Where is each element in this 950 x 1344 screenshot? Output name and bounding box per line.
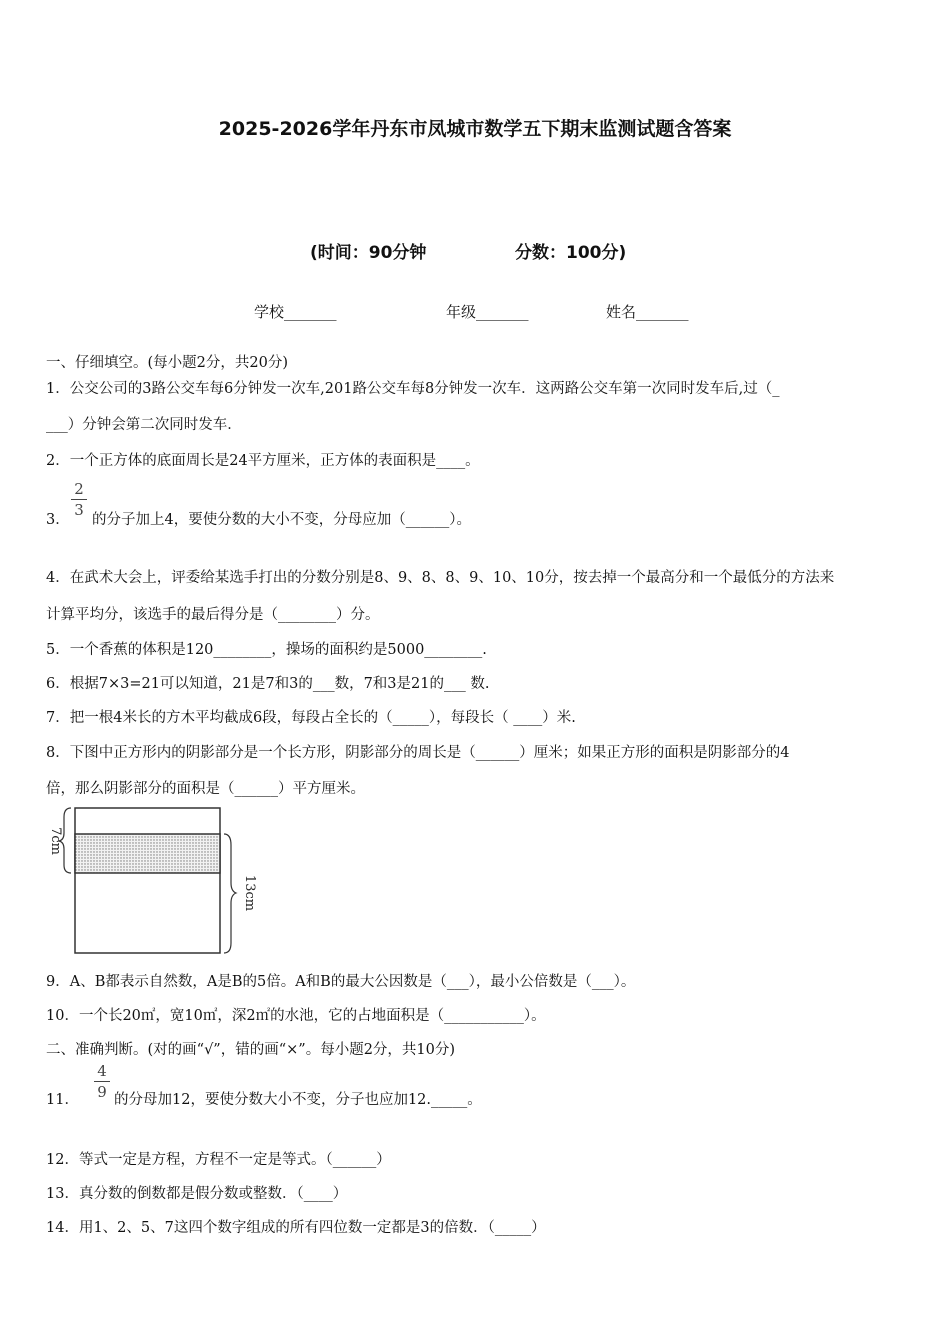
square-figure — [42, 803, 257, 958]
question-14: 14．用1、2、5、7这四个数字组成的所有四位数一定都是3的倍数．（_____） — [46, 1220, 546, 1236]
time-label: (时间：90分钟 — [310, 243, 427, 263]
question-3-number: 3． — [46, 512, 70, 528]
question-3-text: 的分子加上4，要使分数的大小不变，分母应加（______）。 — [92, 512, 471, 528]
school-field: 学校_______ — [254, 303, 337, 321]
question-11-fraction — [94, 1062, 110, 1101]
question-7: 7．把一根4米长的方木平均截成6段，每段占全长的（_____），每段长（ ____）米. — [46, 710, 576, 726]
fraction-denominator: 9 — [97, 1083, 107, 1101]
fraction-denominator: 3 — [74, 501, 84, 519]
outer-square — [75, 808, 220, 953]
fraction-numerator: 4 — [97, 1062, 107, 1080]
question-4-line-2: 计算平均分，该选手的最后得分是（________）分。 — [46, 607, 380, 623]
question-11-text: 的分母加12，要使分数大小不变，分子也应加12._____。 — [114, 1092, 482, 1108]
fraction-numerator: 2 — [74, 480, 84, 498]
question-9: 9．A、B都表示自然数，A是B的5倍。A和B的最大公因数是（___），最小公倍数是（___）。 — [46, 974, 636, 990]
question-2: 2．一个正方体的底面周长是24平方厘米，正方体的表面积是____。 — [46, 453, 480, 469]
section1-heading: 一、仔细填空。(每小题2分，共20分) — [46, 355, 288, 371]
section2-heading: 二、准确判断。(对的画“√”，错的画“×”。每小题2分，共10分) — [46, 1042, 456, 1058]
question-6: 6．根据7×3=21可以知道，21是7和3的___数，7和3是21的___ 数. — [46, 676, 490, 692]
question-11-number: 11． — [46, 1092, 79, 1108]
question-1-line-2: ___）分钟会第二次同时发车． — [46, 417, 242, 433]
question-8-line-1: 8．下图中正方形内的阴影部分是一个长方形，阴影部分的周长是（______）厘米；如果正方形的面积是阴影部分的4 — [46, 745, 790, 761]
question-10: 10．一个长20㎡，宽10㎡，深2㎡的水池，它的占地面积是（___________）。 — [46, 1008, 546, 1024]
question-8-line-2: 倍，那么阴影部分的面积是（______）平方厘米。 — [46, 781, 365, 797]
page-title: 2025-2026学年丹东市凤城市数学五下期末监测试题含答案 — [218, 118, 732, 140]
label-13cm: 13cm — [242, 874, 257, 912]
question-4-line-1: 4．在武术大会上，评委给某选手打出的分数分别是8、9、8、8、9、10、10分，按去掉一个最高分和一个最低分的方法来 — [46, 570, 835, 586]
name-field: 姓名_______ — [606, 303, 689, 321]
score-label: 分数：100分) — [515, 243, 627, 263]
question-13: 13．真分数的倒数都是假分数或整数．（____） — [46, 1186, 348, 1202]
grade-field: 年级_______ — [446, 303, 529, 321]
question-1-line-1: 1．公交公司的3路公交车每6分钟发一次车,201路公交车每8分钟发一次车．这两路公交车第一次同时发车后,过（_ — [46, 381, 780, 397]
label-7cm: 7cm — [48, 827, 63, 855]
question-3-fraction — [71, 480, 87, 519]
question-5: 5．一个香蕉的体积是120________，操场的面积约是5000________. — [46, 642, 487, 658]
shaded-rectangle — [75, 834, 220, 873]
question-12: 12．等式一定是方程，方程不一定是等式。（______） — [46, 1152, 391, 1168]
brace-13cm — [224, 834, 236, 953]
